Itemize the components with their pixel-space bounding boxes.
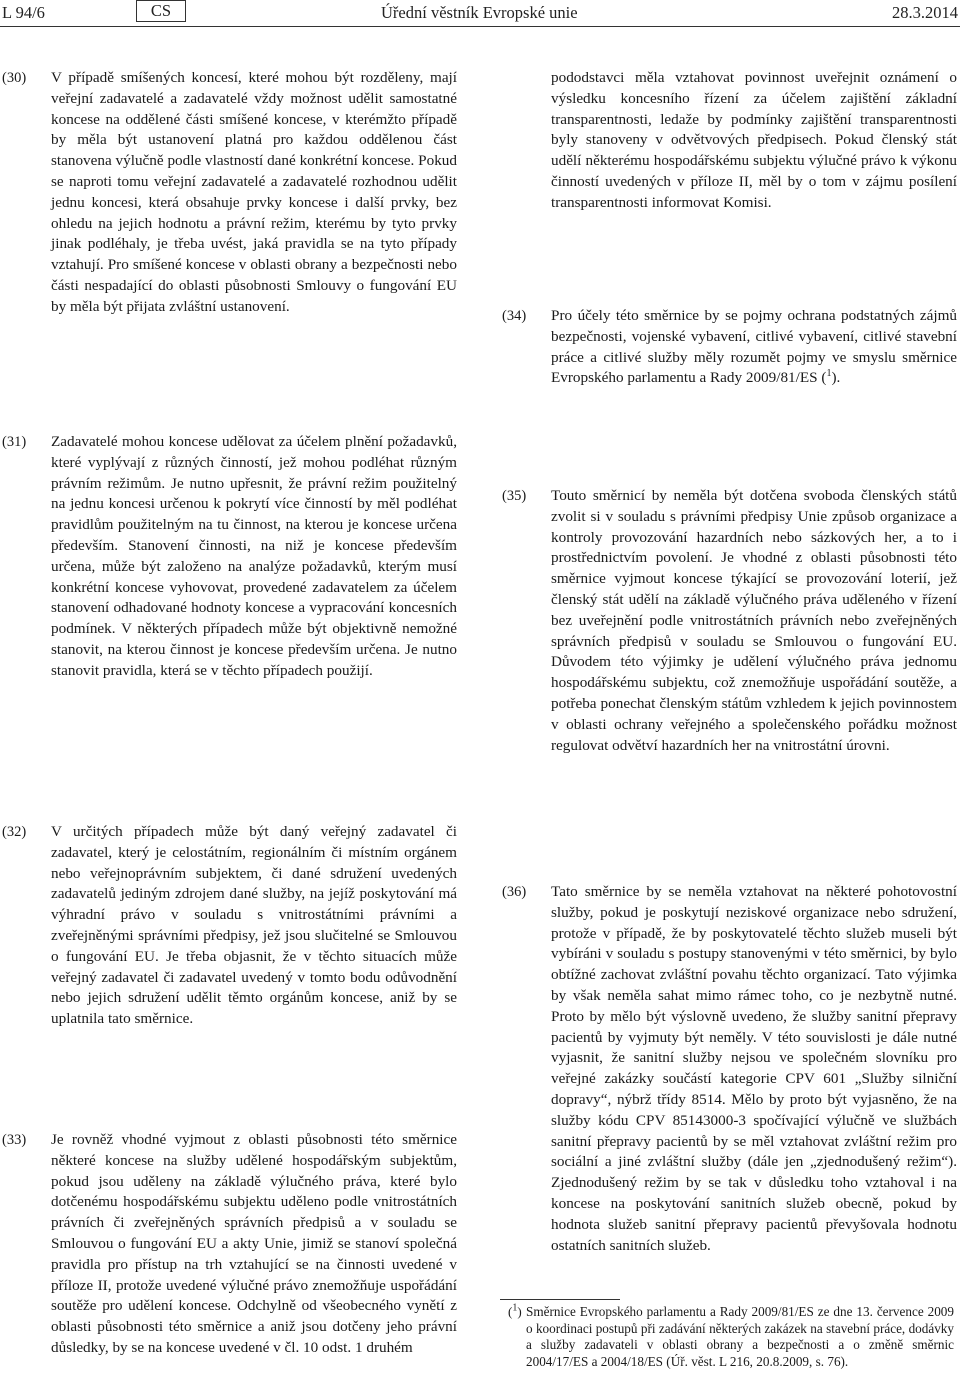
recital-number: (31)	[2, 434, 27, 450]
recital-text: Zadavatelé mohou koncese udělovat za účelem plnění požadavků, které vyplývají z různých činností, jež mohou podléhat různým právním režimům. Je nutno upřesnit, že právní režim použitelný na jednu koncesi určenou k pokrytí více činností by měl podléhat pravidlům použitelným na tu činnost, na kterou je koncese určena především. Stanovení činnosti, na niž je koncese především určena, může být založeno na analýze požadavků, kterým musí konkrétní koncese vyhovovat, provedené zadavatelem za účelem stanovení odhadované hodnoty koncese a vypracování koncesních podmínek. V některých případech může být objektivně nemožné stanovit, na kterou činnost je koncese především určena. Je nutno stanovit pravidla, která se v těchto případech použijí.	[51, 433, 457, 679]
recital-text-part: Pro účely této směrnice by se pojmy ochrana podstatných zájmů bezpečnosti, vojenské vybavení, citlivé vybavení, citlivé stavební práce a citlivé služby měly rozumět pojmy ve smyslu směrnice Evropského parlamentu a Rady 2009/81/ES (	[551, 307, 957, 387]
recital-number: (32)	[2, 824, 27, 840]
recital-text: pododstavci měla vztahovat povinnost uveřejnit oznámení o výsledku koncesního řízení za účelem zajištění základní transparentnosti, ledaže by podmínky zajištění transparentnosti byly stanoveny v odvětvových předpisech. Pokud členský stát udělí některému hospodářskému subjektu výlučné právo k výkonu činností uvedených v příloze II, měl by o tom v zájmu posílení transparentnosti informovat Komisi.	[551, 69, 957, 211]
recital-30	[0, 68, 460, 318]
page-header	[0, 0, 960, 30]
footnote-number-value: 1	[512, 1302, 518, 1314]
footnote-separator	[500, 1299, 620, 1300]
recital-33-continued	[500, 68, 960, 214]
publication-date: 28.3.2014	[892, 3, 958, 22]
recital-36	[500, 882, 960, 1256]
journal-title: Úřední věstník Evropské unie	[381, 3, 578, 22]
recital-33	[0, 1130, 460, 1359]
recital-32	[0, 822, 460, 1030]
recital-text: V případě smíšených koncesí, které mohou být rozděleny, mají veřejní zadavatelé a zadavatelé vždy možnost udělit samostatné koncese na oddělené části smíšené koncese, v kterémžto případě by měla být ustanovení platná pro každou oddělenou část stanovena výlučně podle vlastností dané konkrétní koncese. Pokud se naproti tomu veřejní zadavatelé a zadavatelé rozhodnou udělit jednu koncesi, která obsahuje prvky koncese i další prvky, bez ohledu na jejich hodnotu a právní režim, kterému by tyto prvky jinak podléhaly, je třeba uvést, jaká pravidla se na tyto případy vztahují. Pro smíšené koncese v oblasti obrany a bezpečnosti nebo části nespadající do oblasti působnosti Smlouvy o fungování EU by měla být přijata zvláštní ustanovení.	[51, 69, 457, 315]
footnote-text: Směrnice Evropského parlamentu a Rady 2009/81/ES ze dne 13. července 2009 o koordinaci postupů při zadávání některých zakázek na stavební práce, dodávky a služby zadavateli v oblasti obrany a bezpečnosti a o změně směrnic 2004/17/ES a 2004/18/ES (Úř. věst. L 216, 20.8.2009, s. 76).	[526, 1304, 954, 1369]
recital-text-part: ).	[831, 369, 841, 387]
recital-number: (33)	[2, 1132, 27, 1148]
recital-number: (35)	[502, 488, 527, 504]
recital-text	[551, 306, 957, 389]
recital-text: Touto směrnicí by neměla být dotčena svoboda členských států zvolit si v souladu s právními předpisy Unie způsob organizace a kontroly provozování hazardních nebo sázkových her, a to i prostřednictvím povolení. Je vhodné z oblasti působnosti této směrnice vyjmout koncese týkající se provozování loterií, jež členský stát udělí na základě výlučného práva uděleného v řízení bez uveřejnění podle vnitrostátních právních nebo zveřejněných správních předpisů v souladu se Smlouvou o fungování EU. Důvodem této výjimky je udělení výlučného práva jednomu hospodářskému subjektu, což znemožňuje uspořádání soutěže, a potřeba ponechat členským státům vzhledem k jejich povinnostem v oblasti ochrany veřejného a společenského pořádku možnost regulovat odvětví hazardních her na vnitrostátní úrovni.	[551, 487, 957, 754]
footnote	[500, 1304, 960, 1370]
footnote-reference[interactable]: 1	[826, 368, 832, 380]
recital-35	[500, 486, 960, 756]
recital-34	[500, 306, 960, 389]
footnote-number: ($^1$)	[508, 1302, 522, 1319]
recital-number: (36)	[502, 884, 527, 900]
recital-text: Je rovněž vhodné vyjmout z oblasti působnosti této směrnice některé koncese na služby udělené hospodářským subjektům, pokud jsou uděleny na základě výlučného práva, které bylo dotčenému hospodářskému subjektu uděleno podle vnitrostátních právních či zveřejněných správních předpisů a v souladu se Smlouvou o fungování EU a akty Unie, jimiž se stanoví společná pravidla pro přístup na trh vztahující se na činnosti uvedené v příloze II, protože uvedené výlučné právo znemožňuje uspořádání soutěže pro udělení koncese. Odchylně od všeobecného vynětí z oblasti působnosti této směrnice a aniž jsou dotčeny jeho právní důsledky, by se na koncese uvedené v čl. 10 odst. 1 druhém	[51, 1131, 457, 1356]
recital-text: Tato směrnice by se neměla vztahovat na některé pohotovostní služby, pokud je poskytují neziskové organizace nebo sdružení, protože v případě, že by poskytovatelé těchto služeb museli být vybíráni v souladu s postupy stanovenými v této směrnici, by bylo obtížné zachovat zvláštní povahu těchto organizací. Tato výjimka by však neměla sahat mimo rámec toho, co je nezbytně nutné. Proto by mělo být výslovně uvedeno, že služby sanitní přepravy pacientů by vyjmuty být neměly. V této souvislosti je dále nutné vyjasnit, že sanitní služby nejsou ve společném slovníku pro veřejné zakázky součástí kategorie CPV 601 „Služby silniční dopravy“, nýbrž třídy 8514. Mělo by proto být vyjasněno, že na služby kódu CPV 85143000-3 spočívající výlučně ve službách sanitní přepravy pacientů by se měl vztahovat zvláštní režim pro sociální a jiné zvláštní služby (dále jen „zjednodušený režim“). Zjednodušený režim by se tak v důsledku toho vztahoval i na koncese na poskytování sanitních služeb obecně, pokud by hodnota služeb sanitní přepravy pacientů převyšovala hodnotu ostatních sanitních služeb.	[551, 883, 957, 1254]
header-rule	[0, 26, 960, 27]
page-reference: L 94/6	[2, 3, 45, 22]
recital-text: V určitých případech může být daný veřejný zadavatel či zadavatel, který je celostátním, regionálním či místním orgánem nebo veřejnoprávním subjektem, či dané sdružení uvedených zadavatelů jediným zdrojem dané služby, na jejíž poskytování má výhradní právo v souladu s vnitrostátními právními a zveřejněnými správními předpisy, jež jsou slučitelné se Smlouvou o fungování EU. Je třeba objasnit, že v těchto situacích může veřejný zadavatel či zadavatel uvedený v tomto bodu odůvodnění nebo jejich sdružení udělit těmto orgánům koncese, aniž by se uplatnila tato směrnice.	[51, 823, 457, 1028]
recital-number: (30)	[2, 70, 27, 86]
recital-31	[0, 432, 460, 682]
recital-number: (34)	[502, 308, 527, 324]
language-box: CS	[136, 0, 186, 22]
